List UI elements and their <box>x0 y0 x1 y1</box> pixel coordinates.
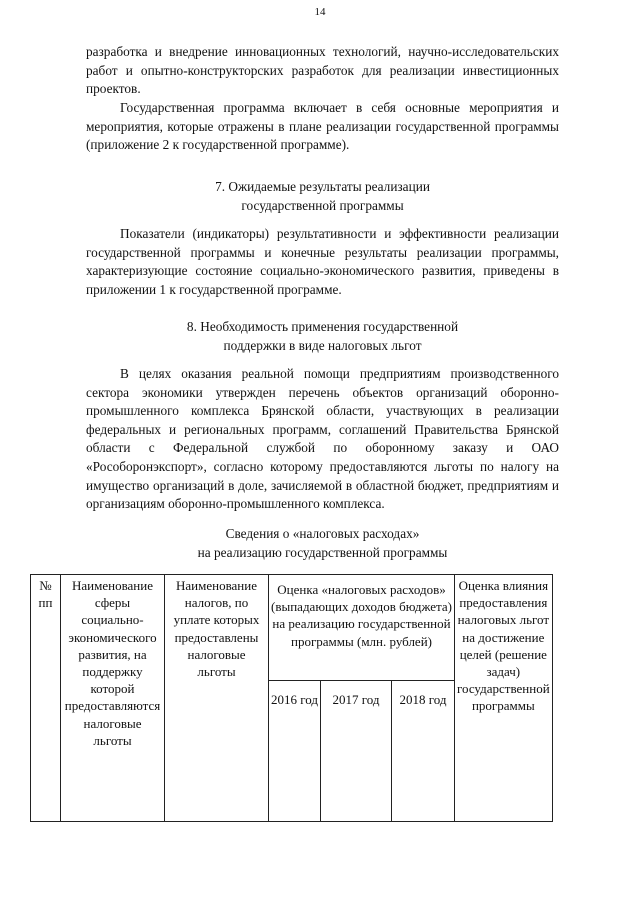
section-7-heading <box>86 178 559 215</box>
table-header-row <box>31 575 553 681</box>
table-caption-line-1: Сведения о «налоговых расходах» <box>225 526 420 541</box>
section-8-text: В целях оказания реальной помощи предприятиям производственного сектора экономики утвержден перечень объектов организаций оборонно-промышленного комплекса Брянской области, участвующих в реализации федеральных и региональных программ, соглашений Правительства Брянской области с Федеральной службой по оборонному заказу и ОАО «Рособоронэкспорт», согласно которому предоставляются льготы по налогу на имущество организаций в доле, зачисляемой в областной бюджет, предприятиям и организациям оборонно-промышленного комплекса. <box>86 366 559 512</box>
header-year-2016: 2016 год <box>269 681 321 822</box>
section-7-text: Показатели (индикаторы) результативности и эффективности реализации государственной программы и конечные результаты реализации программы, характеризующие состояние социально-экономического развития, приведены в приложении 1 к государственной программе. <box>86 226 559 297</box>
header-number: № пп <box>31 575 61 822</box>
table-caption-line-2: на реализацию государственной программы <box>197 544 448 560</box>
section-8-title-line-2: поддержки в виде налоговых льгот <box>223 337 422 353</box>
header-taxes: Наименование налогов, по уплате которых предоставлены налоговые льготы <box>165 575 269 822</box>
paragraph-program-contents: Государственная программа включает в себя основные мероприятия и мероприятия, которые отражены в плане реализации государственной программы (приложение 2 к государственной программе). <box>86 100 559 153</box>
section-8-heading <box>86 318 559 355</box>
header-year-2018: 2018 год <box>392 681 455 822</box>
tax-expenditures-table <box>30 574 553 822</box>
section-7-title-line-2: государственной программы <box>241 197 404 213</box>
page-number: 14 <box>314 6 326 18</box>
paragraph-continuation: разработка и внедрение инновационных технологий, научно-исследовательских работ и опытно-конструкторских разработок для реализации инвестиционных проектов. <box>86 44 559 97</box>
section-7-title-line-1: 7. Ожидаемые результаты реализации <box>215 179 430 194</box>
header-sphere: Наименование сферы социально-экономического развития, на поддержку которой предоставляются налоговые льготы <box>61 575 165 822</box>
header-estimate: Оценка «налоговых расходов» (выпадающих доходов бюджета) на реализацию государственной программы (млн. рублей) <box>269 575 455 681</box>
header-impact: Оценка влияния предоставления налоговых льгот на достижение целей (решение задач) государственной программы <box>455 575 553 822</box>
section-8-title-line-1: 8. Необходимость применения государственной <box>186 319 459 334</box>
table-caption <box>86 525 559 562</box>
header-year-2017: 2017 год <box>321 681 392 822</box>
